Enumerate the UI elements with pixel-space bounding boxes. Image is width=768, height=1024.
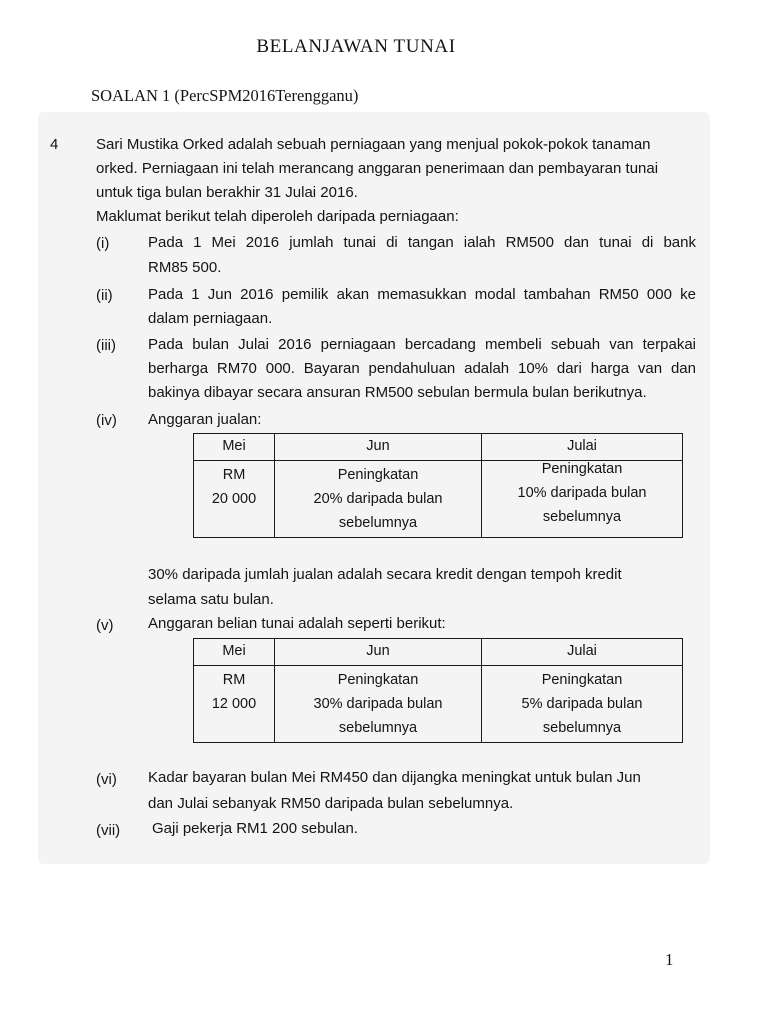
purchase-jun-line-1: Peningkatan [337, 672, 419, 688]
item-mark-ii: (ii) [96, 287, 113, 304]
item-mark-vi: (vi) [96, 771, 117, 788]
sales-jun-line-2: 20% daripada bulan [313, 491, 443, 507]
item-mark-iv: (iv) [96, 412, 117, 429]
item-v-line-1: Anggaran belian tunai adalah seperti berikut: [148, 615, 446, 632]
credit-note-line-2: selama satu bulan. [148, 591, 274, 608]
purchase-table-row [194, 666, 683, 743]
item-vi-line-2: dan Julai sebanyak RM50 daripada bulan sebelumnya. [148, 795, 514, 812]
item-mark-iii: (iii) [96, 337, 116, 354]
page-number: 1 [665, 950, 674, 969]
sales-header-mei: Mei [194, 434, 275, 461]
sales-header-julai: Julai [482, 434, 683, 461]
item-i-line-1: Pada 1 Mei 2016 jumlah tunai di tangan ialah RM500 dan tunai di bank [148, 234, 696, 251]
question-number: 4 [50, 136, 59, 153]
purchase-cell-jun [275, 666, 482, 743]
purchase-julai-line-3: sebelumnya [542, 720, 622, 736]
sales-julai-line-3: sebelumnya [542, 509, 622, 525]
question-subtitle: SOALAN 1 (PercSPM2016Terengganu) [91, 86, 359, 105]
purchase-mei-line-2: 12 000 [211, 696, 257, 712]
purchase-julai-line-2: 5% daripada bulan [521, 696, 643, 712]
purchase-cell-julai [482, 666, 683, 743]
purchase-cell-mei [194, 666, 275, 743]
purchase-table [193, 638, 683, 743]
purchase-jun-line-3: sebelumnya [338, 720, 418, 736]
item-iv-line-1: Anggaran jualan: [148, 411, 262, 428]
item-ii-line-1: Pada 1 Jun 2016 pemilik akan memasukkan modal tambahan RM50 000 ke [148, 286, 696, 303]
info-line: Maklumat berikut telah diperoleh daripada perniagaan: [96, 208, 459, 225]
intro-line-3: untuk tiga bulan berakhir 31 Julai 2016. [96, 184, 358, 201]
item-vi-line-1: Kadar bayaran bulan Mei RM450 dan dijangka meningkat untuk bulan Jun [148, 769, 641, 786]
sales-mei-line-2: 20 000 [211, 491, 257, 507]
sales-jun-line-1: Peningkatan [337, 467, 419, 483]
item-ii-line-2: dalam perniagaan. [148, 310, 273, 327]
sales-cell-jun [275, 461, 482, 538]
item-iii-line-2: berharga RM70 000. Bayaran pendahuluan adalah 10% dari harga van dan [148, 360, 696, 377]
purchase-table-header-row [194, 639, 683, 666]
intro-line-2: orked. Perniagaan ini telah merancang anggaran penerimaan dan pembayaran tunai [96, 160, 659, 177]
sales-header-jun: Jun [275, 434, 482, 461]
item-mark-v: (v) [96, 617, 114, 634]
item-mark-i: (i) [96, 235, 110, 252]
intro-line-1: Sari Mustika Orked adalah sebuah perniagaan yang menjual pokok-pokok tanaman [96, 136, 651, 153]
item-vii-line-1: Gaji pekerja RM1 200 sebulan. [152, 820, 358, 837]
sales-julai-line-1: Peningkatan [541, 461, 623, 477]
sales-cell-julai [482, 461, 683, 538]
purchase-header-jun: Jun [275, 639, 482, 666]
page-title: BELANJAWAN TUNAI [256, 36, 456, 57]
purchase-header-julai: Julai [482, 639, 683, 666]
item-mark-vii: (vii) [96, 822, 121, 839]
item-i-line-2: RM85 500. [148, 259, 222, 276]
sales-table [193, 433, 683, 538]
sales-julai-line-2: 10% daripada bulan [517, 485, 647, 501]
item-iii-line-1: Pada bulan Julai 2016 perniagaan bercadang membeli sebuah van terpakai [148, 336, 696, 353]
sales-jun-line-3: sebelumnya [338, 515, 418, 531]
purchase-mei-line-1: RM [222, 672, 246, 688]
credit-note-line-1: 30% daripada jumlah jualan adalah secara kredit dengan tempoh kredit [148, 566, 622, 583]
sales-table-row [194, 461, 683, 538]
purchase-jun-line-2: 30% daripada bulan [313, 696, 443, 712]
sales-mei-line-1: RM [222, 467, 246, 483]
purchase-header-mei: Mei [194, 639, 275, 666]
sales-cell-mei [194, 461, 275, 538]
purchase-julai-line-1: Peningkatan [541, 672, 623, 688]
item-iii-line-3: bakinya dibayar secara ansuran RM500 sebulan bermula bulan berikutnya. [148, 384, 647, 401]
